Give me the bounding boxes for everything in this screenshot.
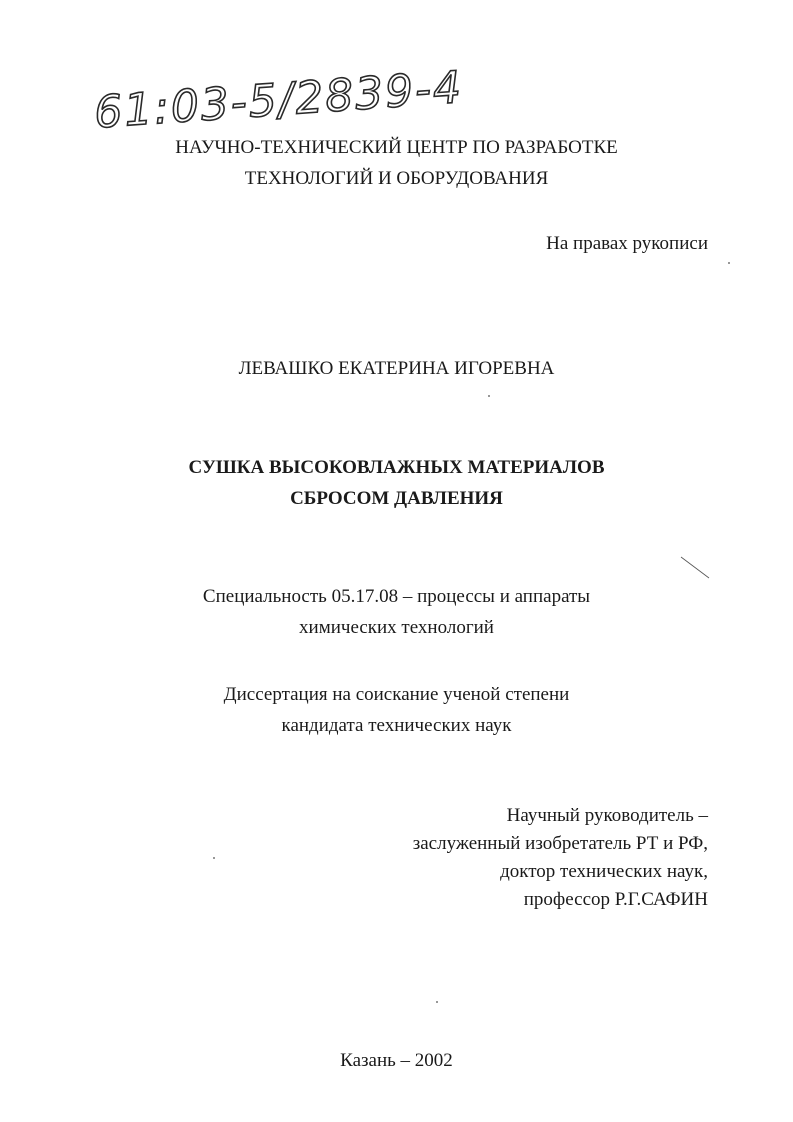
specialty-line-2: химических технологий: [299, 617, 494, 638]
degree-line-2: кандидата технических наук: [281, 715, 512, 736]
scan-speck: [488, 395, 490, 397]
svg-text:61:03-5/2839-4: 61:03-5/2839-4: [92, 62, 465, 139]
degree-line-1: Диссертация на соискание ученой степени: [223, 684, 570, 705]
author-name: ЛЕВАШКО ЕКАТЕРИНА ИГОРЕВНА: [238, 358, 555, 379]
scan-speck: [728, 262, 730, 264]
handwritten-archive-number: [90, 62, 490, 142]
scan-scratch: [680, 556, 710, 580]
scan-speck: [213, 857, 215, 859]
organization-line-1: НАУЧНО-ТЕХНИЧЕСКИЙ ЦЕНТР ПО РАЗРАБОТКЕ: [175, 137, 618, 158]
thesis-title-line-1: СУШКА ВЫСОКОВЛАЖНЫХ МАТЕРИАЛОВ: [188, 457, 605, 478]
manuscript-note: На правах рукописи: [546, 233, 708, 254]
supervisor-line-3: доктор технических наук,: [500, 861, 708, 882]
place-year: Казань – 2002: [340, 1050, 453, 1071]
organization-line-2: ТЕХНОЛОГИЙ И ОБОРУДОВАНИЯ: [244, 168, 549, 189]
supervisor-line-4: профессор Р.Г.САФИН: [523, 889, 708, 910]
scan-speck: [436, 1001, 438, 1003]
supervisor-line-2: заслуженный изобретатель РТ и РФ,: [412, 833, 708, 854]
thesis-title-line-2: СБРОСОМ ДАВЛЕНИЯ: [290, 488, 503, 509]
specialty-line-1: Специальность 05.17.08 – процессы и аппараты: [202, 586, 591, 607]
supervisor-line-1: Научный руководитель –: [506, 805, 708, 826]
